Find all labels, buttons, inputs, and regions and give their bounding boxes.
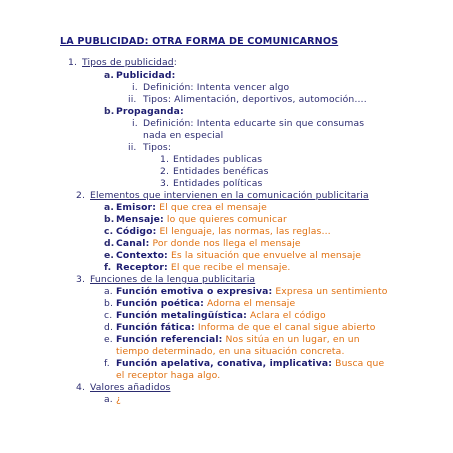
list-item: [160, 166, 269, 178]
list-marker: 2.: [76, 190, 86, 201]
item-text: Es la situación que envuelve al mensaje: [167, 250, 362, 261]
item-label: Función poética:: [116, 298, 204, 309]
heading-text: Funciones de la lengua publicitaria: [90, 274, 256, 285]
list-marker: 3.: [76, 274, 86, 285]
item-text: Entidades publicas: [173, 154, 263, 165]
item-continuation: el receptor haga algo.: [116, 370, 221, 381]
item-text: Adorna el mensaje: [203, 298, 296, 309]
list-item: [128, 142, 171, 154]
heading-text: Valores añadidos: [90, 382, 171, 393]
list-item: [104, 214, 287, 226]
item-text: lo que quieres comunicar: [163, 214, 287, 225]
item-text: Expresa un sentimiento: [272, 286, 388, 297]
item-text: El lenguaje, las normas, las reglas…: [156, 226, 331, 237]
list-item: [132, 82, 289, 94]
list-marker: ii.: [128, 94, 137, 105]
item-continuation: tiempo determinado, en una situación concreta.: [116, 346, 345, 357]
list-marker: a.: [104, 394, 113, 405]
page-title: LA PUBLICIDAD: OTRA FORMA DE COMUNICARNOS: [60, 36, 339, 47]
item-label: Función fática:: [116, 322, 195, 333]
heading-text: Elementos que intervienen en la comunicación publicitaria: [90, 190, 369, 201]
list-marker: 3.: [160, 178, 170, 189]
item-text: Busca que: [332, 358, 385, 369]
list-item: [160, 178, 262, 190]
list-marker: 1.: [68, 57, 78, 68]
list-marker: 4.: [76, 382, 86, 393]
list-item: [104, 334, 360, 346]
list-marker: 2.: [160, 166, 170, 177]
list-item: [104, 394, 121, 406]
list-item: [104, 262, 290, 274]
item-label: Código:: [116, 226, 157, 237]
list-marker: a.: [104, 286, 113, 297]
item-label: Canal:: [116, 238, 150, 249]
list-marker: d.: [104, 238, 115, 249]
heading-text: Tipos de publicidad: [82, 57, 174, 68]
list-item: [104, 298, 295, 310]
list-marker: c.: [104, 226, 114, 237]
list-item: [160, 154, 262, 166]
section-1-heading: [68, 57, 177, 69]
list-marker: e.: [104, 250, 115, 261]
item-text: El que recibe el mensaje.: [167, 262, 291, 273]
item-label: Receptor:: [116, 262, 168, 273]
item-label: Función metalingüística:: [116, 310, 247, 321]
list-item: [104, 106, 184, 118]
list-marker: b.: [104, 106, 115, 117]
item-label: Publicidad:: [116, 70, 176, 81]
item-label: Emisor:: [116, 202, 157, 213]
item-label: Contexto:: [116, 250, 168, 261]
list-item: [104, 358, 384, 370]
item-text: Informa de que el canal sigue abierto: [194, 322, 376, 333]
section-4-heading: [76, 382, 170, 394]
list-marker: d.: [104, 322, 114, 333]
item-text: Definición: Intenta vencer algo: [143, 82, 290, 93]
list-marker: c.: [104, 310, 113, 321]
list-marker: b.: [104, 214, 115, 225]
list-marker: b.: [104, 298, 114, 309]
item-continuation: nada en especial: [143, 130, 224, 141]
heading-suffix: :: [173, 57, 178, 68]
item-label: Función apelativa, conativa, implicativa:: [116, 358, 333, 369]
list-marker: i.: [132, 118, 138, 129]
list-item: [128, 94, 367, 106]
item-label: Función referencial:: [116, 334, 223, 345]
item-text: Nos sitúa en un lugar, en un: [222, 334, 360, 345]
item-text: Definición: Intenta educarte sin que consumas: [143, 118, 365, 129]
list-marker: 1.: [160, 154, 170, 165]
list-marker: a.: [104, 70, 114, 81]
list-item: [104, 322, 376, 334]
list-marker: ii.: [128, 142, 137, 153]
item-label: Propaganda:: [116, 106, 184, 117]
list-marker: i.: [132, 82, 138, 93]
item-text: Tipos:: [143, 142, 172, 153]
list-item: [104, 70, 175, 82]
list-marker: e.: [104, 334, 113, 345]
list-item: [104, 250, 361, 262]
list-marker: f.: [104, 262, 112, 273]
section-2-heading: [76, 190, 369, 202]
list-item: [132, 118, 364, 130]
section-3-heading: [76, 274, 255, 286]
list-item: [104, 202, 267, 214]
list-marker: a.: [104, 202, 114, 213]
item-text: Por donde nos llega el mensaje: [149, 238, 301, 249]
list-item: [104, 310, 326, 322]
list-item: [104, 226, 331, 238]
list-item: [104, 286, 387, 298]
list-marker: f.: [104, 358, 110, 369]
item-text: ¿: [116, 394, 122, 405]
item-label: Mensaje:: [116, 214, 164, 225]
list-item: [104, 238, 301, 250]
item-text: El que crea el mensaje: [156, 202, 267, 213]
item-text: Tipos: Alimentación, deportivos, automoción….: [143, 94, 367, 105]
item-text: Aclara el código: [246, 310, 326, 321]
item-label: Función emotiva o expresiva:: [116, 286, 273, 297]
item-text: Entidades benéficas: [173, 166, 269, 177]
item-text: Entidades políticas: [173, 178, 263, 189]
